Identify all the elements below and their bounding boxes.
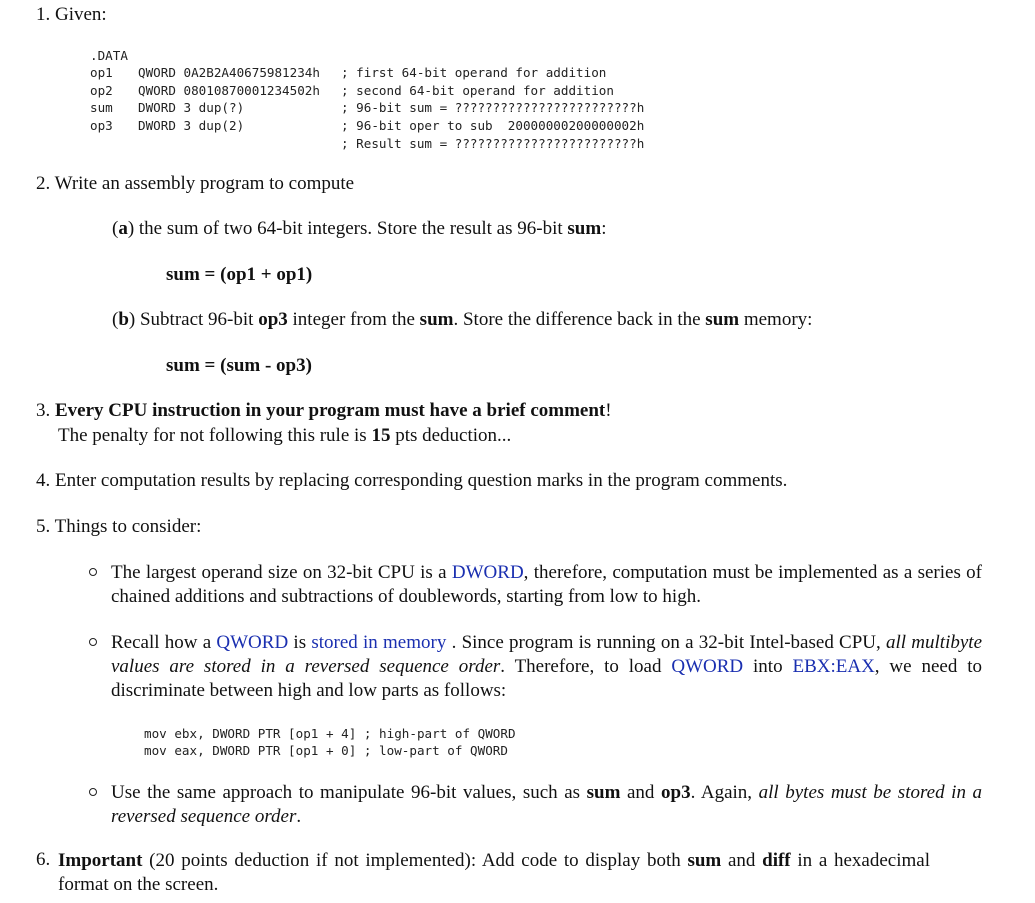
- item-5-label: 5. Things to consider:: [36, 516, 202, 537]
- item-2a-formula: sum = (op1 + op1): [166, 264, 313, 285]
- var-comment: ; second 64-bit operand for addition: [341, 83, 614, 98]
- var-decl: DWORD 3 dup(?): [138, 100, 245, 115]
- bullet-3-text: Use the same approach to manipulate 96-bit values, such as sum and op3. Again, all bytes must be stored in a reversed sequence order.: [111, 782, 983, 827]
- data-directive: .DATA: [90, 48, 128, 63]
- ebx-eax-link[interactable]: EBX:EAX: [792, 656, 875, 677]
- item-2b-text: (b) Subtract 96-bit op3 integer from the sum. Store the difference back in the sum memory:: [112, 309, 813, 330]
- item-1-label: 1. Given:: [36, 4, 107, 25]
- stored-in-memory-link[interactable]: stored in memory: [311, 632, 447, 653]
- qword-link[interactable]: QWORD: [216, 632, 289, 653]
- var-decl: QWORD 08010870001234502h: [138, 83, 320, 98]
- var-name: op3: [90, 118, 113, 133]
- item-6-number: 6.: [36, 849, 51, 870]
- var-comment: ; Result sum = ????????????????????????h: [341, 136, 645, 151]
- var-name: op1: [90, 65, 113, 80]
- var-name: op2: [90, 83, 113, 98]
- item-4-text: 4. Enter computation results by replacing corresponding question marks in the program comments.: [36, 470, 788, 491]
- var-comment: ; 96-bit oper to sub 20000000200000002h: [341, 118, 645, 133]
- item-3-line-2: The penalty for not following this rule is 15 pts deduction...: [58, 425, 512, 446]
- item-2b-formula: sum = (sum - op3): [166, 355, 312, 376]
- var-name: sum: [90, 100, 113, 115]
- item-6-text: Important (20 points deduction if not implemented): Add code to display both sum and diff in a hexadecimal format on the screen.: [58, 850, 930, 895]
- bullet-circle-icon: [89, 788, 97, 796]
- bullet-2-text: Recall how a QWORD is stored in memory . Since program is running on a 32-bit Intel-based CPU, all multibyte values are stored in a reversed sequence order. Therefore, to load QWORD into EBX:EAX, we need to discriminate between high and low parts as follows:: [111, 632, 983, 701]
- item-2-label: 2. Write an assembly program to compute: [36, 173, 355, 194]
- bullet-circle-icon: [89, 638, 97, 646]
- var-decl: QWORD 0A2B2A40675981234h: [138, 65, 320, 80]
- qword-link[interactable]: QWORD: [671, 656, 744, 677]
- code-line-low: mov eax, DWORD PTR [op1 + 0] ; low-part of QWORD: [144, 743, 508, 758]
- code-line-high: mov ebx, DWORD PTR [op1 + 4] ; high-part of QWORD: [144, 726, 516, 741]
- var-comment: ; 96-bit sum = ????????????????????????h: [341, 100, 645, 115]
- item-3-line-1: 3. Every CPU instruction in your program must have a brief comment!: [36, 400, 612, 421]
- item-2a-letter: a: [118, 218, 128, 239]
- item-2a-text: (a) the sum of two 64-bit integers. Store the result as 96-bit sum:: [112, 218, 607, 239]
- bullet-circle-icon: [89, 568, 97, 576]
- var-decl: DWORD 3 dup(2): [138, 118, 245, 133]
- dword-link[interactable]: DWORD: [451, 562, 524, 583]
- bullet-1-text: The largest operand size on 32-bit CPU is a DWORD, therefore, computation must be implemented as a series of chained additions and subtractions of doublewords, starting from low to high.: [111, 562, 982, 607]
- item-2b-letter: b: [118, 309, 129, 330]
- var-comment: ; first 64-bit operand for addition: [341, 65, 607, 80]
